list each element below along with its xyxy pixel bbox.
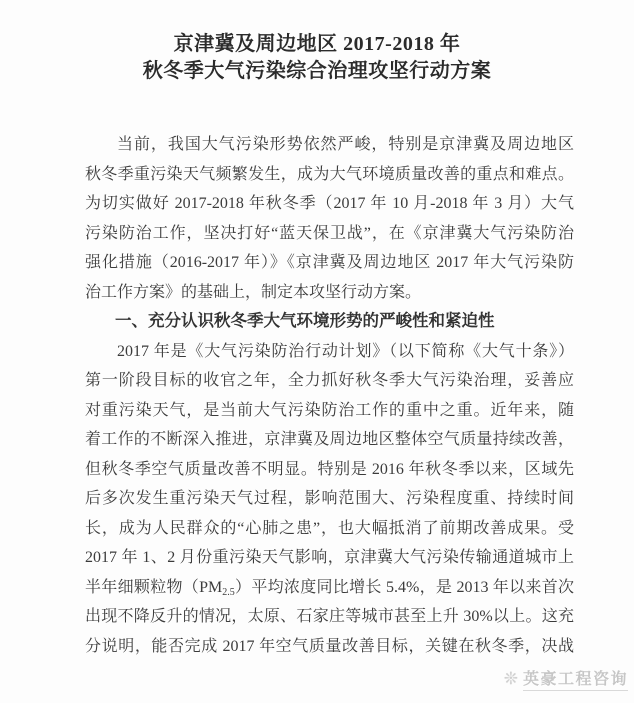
section-heading: 一、充分认识秋冬季大气环境形势的严峻性和紧迫性 (115, 312, 495, 330)
document-line: 第一阶段目标的收官之年，全力抓好秋冬季大气污染治理，妥善应 (85, 372, 574, 389)
flower-logo-icon: ❊ (503, 668, 518, 688)
document-line: 2017 年 1、2 月份重污染天气影响，京津冀大气污染传输通道城市上 (85, 549, 574, 566)
document-line: 当前，我国大气污染形势依然严峻，特别是京津冀及周边地区 (117, 136, 574, 153)
document-line: 强化措施（2016-2017 年）》《京津冀及周边地区 2017 年大气污染防 (85, 254, 574, 271)
document-line: 为切实做好 2017-2018 年秋冬季（2017 年 10 月-2018 年 3 月）大气 (85, 195, 574, 212)
document-line: 出现不降反升的情况，太原、石家庄等城市甚至上升 30%以上。这充 (85, 608, 574, 625)
document-title-line-1: 京津冀及周边地区 2017-2018 年 (173, 33, 461, 55)
line-text-before-subscript: 半年细颗粒物（PM (85, 578, 223, 596)
watermark-text: 英豪工程咨询 (523, 666, 628, 691)
document-line: 污染防治工作，坚决打好“蓝天保卫战”，在《京津冀大气污染防治 (85, 224, 574, 242)
document-line: 长，成为人民群众的“心肺之患”，也大幅抵消了前期改善成果。受 (85, 519, 574, 537)
document-line: 着工作的不断深入推进，京津冀及周边地区整体空气质量持续改善， (85, 431, 574, 448)
document-line: 对重污染天气，是当前大气污染防治工作的重中之重。近年来，随 (85, 401, 574, 419)
document-body (85, 130, 574, 661)
document-line-pm25 (85, 573, 574, 603)
document-title-line-2: 秋冬季大气污染综合治理攻坚行动方案 (142, 60, 492, 82)
pm25-subscript: 2.5 (222, 586, 235, 598)
document-line: 但秋冬季空气质量改善不明显。特别是 2016 年秋冬季以来，区域先 (85, 460, 574, 478)
document-line: 2017 年是《大气污染防治行动计划》（以下简称《大气十条》） (117, 342, 574, 360)
line-text-after-subscript: ）平均浓度同比增长 5.4%，是 2013 年以来首次 (234, 578, 574, 596)
document-line: 分说明，能否完成 2017 年空气质量改善目标，关键在秋冬季，决战 (85, 637, 574, 655)
document-line: 治工作方案》的基础上，制定本攻坚行动方案。 (85, 283, 422, 301)
watermark (504, 666, 628, 691)
document-line: 后多次发生重污染天气过程，影响范围大、污染程度重、持续时间 (85, 490, 574, 507)
document-title (0, 31, 634, 85)
document-line: 秋冬季重污染天气频繁发生，成为大气环境质量改善的重点和难点。 (85, 165, 574, 183)
